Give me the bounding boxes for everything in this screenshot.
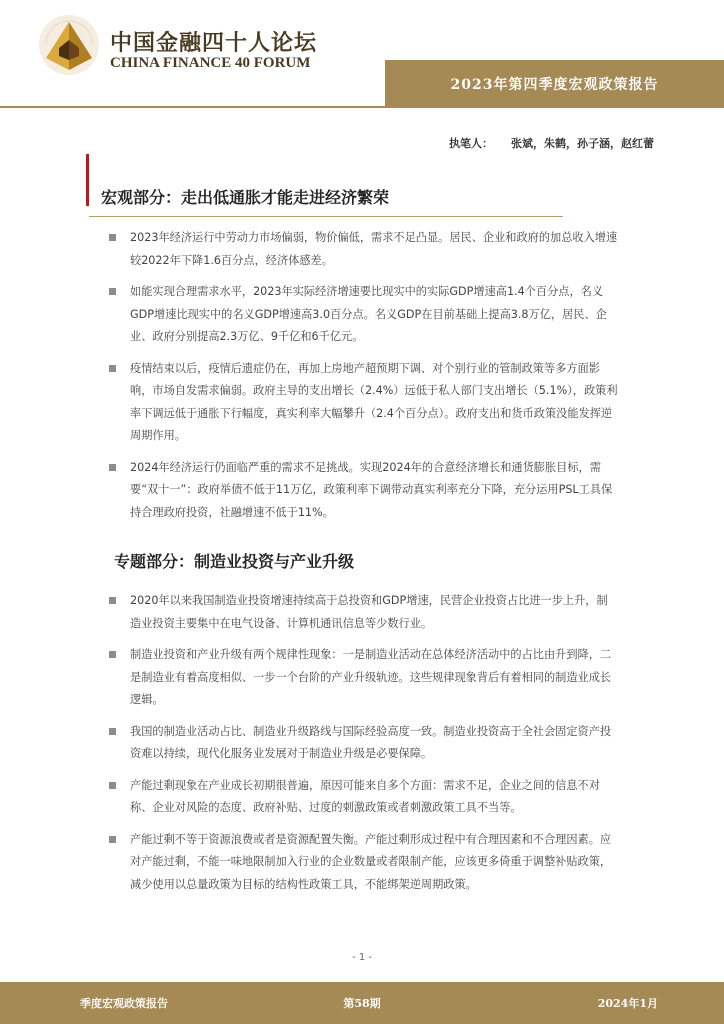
bullet-text: 2020年以来我国制造业投资增速持续高于总投资和GDP增速，民营企业投资占比进一步上升，制造业投资主要集中在电气设备、计算机通讯信息等少数行业。 [130, 594, 608, 630]
footer-date: 2024年1月 [597, 997, 658, 1010]
bullet-text: 产能过剩不等于资源浪费或者是资源配置失衡。产能过剩形成过程中有合理因素和不合理因素。应对产能过剩，不能一味地限制加入行业的企业数量或者限制产能，应该更多倚重于调整补贴政策，减少使用以总量政策为目标的结构性政策工具，不能绑架逆周期政策。 [130, 832, 612, 891]
footer-publication: 季度宏观政策报告 [80, 997, 168, 1010]
square-bullet-icon [109, 288, 116, 295]
pyramid-logo-icon [38, 14, 100, 76]
square-bullet-icon [109, 782, 116, 789]
report-title-banner [385, 60, 724, 108]
section2-heading: 专题部分：制造业投资与产业升级 [114, 552, 355, 571]
section-accent-bar [86, 154, 89, 206]
bullet-text: 产能过剩现象在产业成长初期很普遍，原因可能来自多个方面：需求不足，企业之间的信息不对称、企业对风险的态度、政府补贴、过度的刺激政策或者刺激政策工具不当等。 [130, 778, 600, 814]
square-bullet-icon [109, 234, 116, 241]
square-bullet-icon [109, 836, 116, 843]
square-bullet-icon [109, 464, 116, 471]
bullet-item [108, 644, 618, 712]
bullet-text: 如能实现合理需求水平，2023年实际经济增速要比现实中的实际GDP增速高1.4个百分点，名义GDP增速比现实中的名义GDP增速高3.0百分点。名义GDP在目前基础上提高3.8万亿，居民、企业、政府分别提高2.3万亿、9千亿和6千亿元。 [130, 285, 607, 343]
authors-label: 执笔人： [449, 137, 493, 150]
footer-issue: 第58期 [343, 997, 381, 1010]
authors-line [449, 135, 654, 151]
bullet-item [108, 227, 618, 272]
header-divider [0, 106, 724, 108]
bullet-text: 2023年经济运行中劳动力市场偏弱，物价偏低，需求不足凸显。居民、企业和政府的加总收入增速较2022年下降1.6百分点，经济体感差。 [130, 231, 618, 267]
bullet-text: 疫情结束以后，疫情后遗症仍在，再加上房地产超预期下调、对个别行业的管制政策等多方面影响，市场自发需求偏弱。政府主导的支出增长（2.4%）远低于私人部门支出增长（5.1%），政策利率下调远低于通胀下行幅度，真实利率大幅攀升（2.4个百分点）。政府支出和货币政策没能发挥逆周期作用。 [130, 361, 618, 442]
square-bullet-icon [109, 651, 116, 658]
bullet-item [108, 829, 618, 897]
section1-bullet-list [108, 227, 618, 533]
bullet-item [108, 457, 618, 525]
square-bullet-icon [109, 728, 116, 735]
bullet-item [108, 281, 618, 349]
authors-names: 张斌，朱鹤，孙子涵，赵红蕾 [511, 137, 654, 150]
bullet-item [108, 721, 618, 766]
section1-heading: 宏观部分：走出低通胀才能走进经济繁荣 [101, 188, 390, 207]
bullet-text: 制造业投资和产业升级有两个规律性现象：一是制造业活动在总体经济活动中的占比由升到降，二是制造业有着高度相似、一步一个台阶的产业升级轨迹。这些规律现象背后有着相同的制造业成长逻辑。 [130, 648, 612, 706]
section2-bullet-list [108, 590, 618, 905]
footer-bar [0, 982, 724, 1024]
bullet-text: 2024年经济运行仍面临严重的需求不足挑战。实现2024年的合意经济增长和通货膨胀目标，需要“双十一”：政府举债不低于11万亿，政策利率下调带动真实利率充分下降，充分运用PSL工具保持合理政府投资，社融增速不低于11%。 [130, 460, 613, 519]
section1-rule [89, 216, 563, 217]
logo-english-name: CHINA FINANCE 40 FORUM [110, 55, 311, 71]
logo-chinese-name: 中国金融四十人论坛 [110, 30, 318, 56]
square-bullet-icon [109, 597, 116, 604]
bullet-text: 我国的制造业活动占比、制造业升级路线与国际经验高度一致。制造业投资高于全社会固定资产投资难以持续，现代化服务业发展对于制造业升级是必要保障。 [130, 724, 612, 760]
bullet-item [108, 775, 618, 820]
report-title: 2023年第四季度宏观政策报告 [450, 77, 659, 93]
square-bullet-icon [109, 365, 116, 372]
bullet-item [108, 590, 618, 635]
page-number: - 1 - [352, 952, 372, 963]
bullet-item [108, 358, 618, 448]
